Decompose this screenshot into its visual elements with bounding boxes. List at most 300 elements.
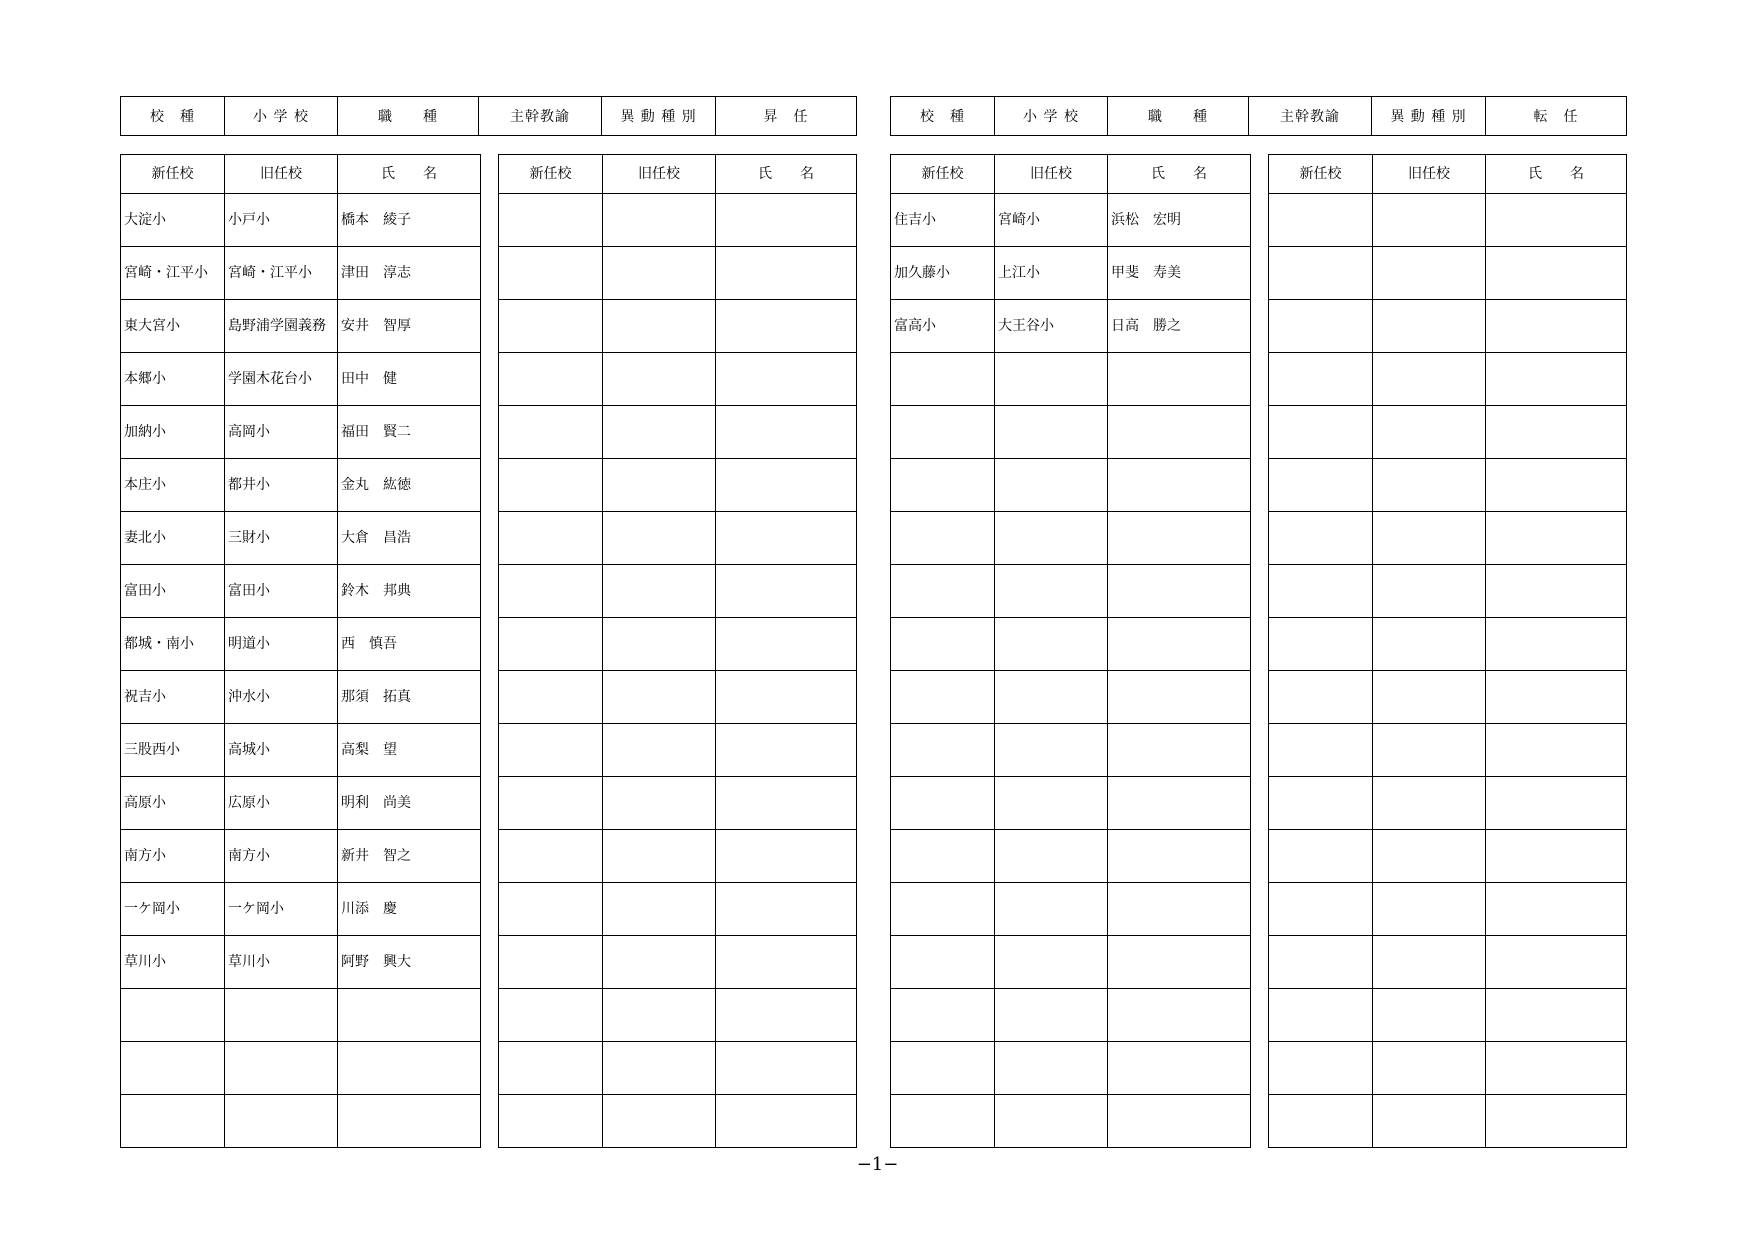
new-school-cell [499,989,603,1042]
new-school-cell [499,565,603,618]
table-row [1269,194,1627,247]
new-school-cell [499,1042,603,1095]
old-school-cell [603,194,716,247]
old-school-cell: 宮崎小 [995,194,1108,247]
name-cell [338,989,481,1042]
school-type-value: 小 学 校 [225,97,338,136]
table-row [499,830,857,883]
name-cell [716,194,857,247]
name-cell [1486,565,1627,618]
new-school-cell: 南方小 [121,830,225,883]
table-row [499,512,857,565]
table-row [891,406,1251,459]
name-cell [1108,618,1251,671]
old-school-cell [603,724,716,777]
old-school-cell: 三財小 [225,512,338,565]
position-label: 職 種 [338,97,479,136]
table-row [121,989,481,1042]
old-school-cell: 一ケ岡小 [225,883,338,936]
old-school-cell [995,459,1108,512]
new-school-cell: 大淀小 [121,194,225,247]
new-school-cell [891,618,995,671]
old-school-cell [1373,194,1486,247]
old-school-cell [995,618,1108,671]
school-type-label: 校 種 [891,97,995,136]
new-school-cell [499,512,603,565]
name-cell [716,618,857,671]
old-school-header: 旧任校 [603,155,716,194]
name-cell [716,459,857,512]
old-school-cell [603,883,716,936]
name-cell [1108,777,1251,830]
name-cell [1486,194,1627,247]
table-row [121,247,481,300]
new-school-cell [1269,1095,1373,1148]
new-school-cell [891,989,995,1042]
new-school-cell [1269,353,1373,406]
old-school-cell [995,724,1108,777]
old-school-cell [1373,830,1486,883]
table-row [499,194,857,247]
name-cell [716,989,857,1042]
old-school-cell: 広原小 [225,777,338,830]
new-school-cell: 宮崎・江平小 [121,247,225,300]
old-school-cell: 高岡小 [225,406,338,459]
new-school-cell [891,1095,995,1148]
name-cell: 金丸 紘徳 [338,459,481,512]
new-school-cell [891,724,995,777]
old-school-cell: 宮崎・江平小 [225,247,338,300]
name-cell [1108,936,1251,989]
page-number: −1− [856,1154,899,1175]
name-cell: 橋本 綾子 [338,194,481,247]
new-school-cell: 東大宮小 [121,300,225,353]
column-header-row [1269,155,1627,194]
table-row [499,247,857,300]
name-cell [716,565,857,618]
old-school-cell: 草川小 [225,936,338,989]
old-school-cell [603,936,716,989]
table-row [1269,618,1627,671]
new-school-cell [121,989,225,1042]
name-cell [716,406,857,459]
table-row [121,459,481,512]
new-school-cell: 富田小 [121,565,225,618]
table-row [891,459,1251,512]
name-cell [1486,1042,1627,1095]
old-school-cell [603,459,716,512]
name-cell [1108,1095,1251,1148]
new-school-cell: 妻北小 [121,512,225,565]
table-row [891,936,1251,989]
new-school-cell [1269,565,1373,618]
new-school-header: 新任校 [499,155,603,194]
name-cell: 川添 慶 [338,883,481,936]
promotion-list-table [120,154,481,1148]
table-row [1269,353,1627,406]
table-row [1269,1095,1627,1148]
transfer-list-continued-table [1268,154,1627,1148]
new-school-cell [121,1042,225,1095]
table-row [499,300,857,353]
name-cell [716,936,857,989]
table-row [121,830,481,883]
old-school-cell: 高城小 [225,724,338,777]
name-cell [1486,777,1627,830]
old-school-cell: 都井小 [225,459,338,512]
transfer-type-label: 異 動 種 別 [1372,97,1486,136]
name-cell [1486,883,1627,936]
old-school-cell: 学園木花台小 [225,353,338,406]
old-school-cell [1373,1042,1486,1095]
old-school-cell [1373,300,1486,353]
old-school-cell [1373,936,1486,989]
new-school-cell [891,406,995,459]
name-cell: 津田 淳志 [338,247,481,300]
name-cell [716,247,857,300]
table-row [1269,883,1627,936]
name-cell [716,1042,857,1095]
old-school-cell [225,989,338,1042]
old-school-cell [1373,989,1486,1042]
old-school-cell [603,565,716,618]
name-cell [1486,300,1627,353]
old-school-cell: 沖水小 [225,671,338,724]
new-school-cell [891,830,995,883]
old-school-cell [995,883,1108,936]
table-row [121,194,481,247]
transfer-list-table [890,154,1251,1148]
name-cell [1108,724,1251,777]
new-school-cell: 住吉小 [891,194,995,247]
table-row [1269,459,1627,512]
table-row [121,777,481,830]
table-row [1269,830,1627,883]
old-school-header: 旧任校 [995,155,1108,194]
new-school-cell [1269,777,1373,830]
table-row [121,512,481,565]
old-school-cell [1373,724,1486,777]
new-school-cell [499,830,603,883]
table-row [1269,777,1627,830]
old-school-cell [603,777,716,830]
name-cell [1108,459,1251,512]
table-row [891,724,1251,777]
new-school-cell [1269,406,1373,459]
old-school-cell [995,512,1108,565]
old-school-cell [603,353,716,406]
table-row [1269,406,1627,459]
old-school-cell [995,671,1108,724]
old-school-cell [995,989,1108,1042]
old-school-cell [1373,459,1486,512]
name-cell [1486,353,1627,406]
old-school-cell [1373,247,1486,300]
old-school-cell [995,936,1108,989]
new-school-header: 新任校 [121,155,225,194]
name-cell: 高梨 望 [338,724,481,777]
old-school-header: 旧任校 [1373,155,1486,194]
column-header-row [891,155,1251,194]
name-cell [716,777,857,830]
table-row [891,194,1251,247]
old-school-cell [225,1042,338,1095]
old-school-cell [603,1042,716,1095]
new-school-cell [1269,830,1373,883]
table-row [499,777,857,830]
old-school-cell: 明道小 [225,618,338,671]
name-cell [1486,936,1627,989]
table-row [1269,671,1627,724]
table-row [891,883,1251,936]
name-cell: 鈴木 邦典 [338,565,481,618]
new-school-cell [891,459,995,512]
table-row [121,300,481,353]
left-header-table [120,96,857,136]
old-school-cell: 上江小 [995,247,1108,300]
old-school-cell: 富田小 [225,565,338,618]
new-school-cell [1269,724,1373,777]
name-cell [1486,724,1627,777]
name-cell [1108,353,1251,406]
old-school-cell [603,830,716,883]
new-school-cell [499,406,603,459]
old-school-cell: 小戸小 [225,194,338,247]
old-school-cell [603,989,716,1042]
new-school-cell [1269,194,1373,247]
table-row [1269,989,1627,1042]
new-school-cell [499,777,603,830]
old-school-cell [603,512,716,565]
table-row [499,989,857,1042]
old-school-cell [225,1095,338,1148]
new-school-cell [1269,671,1373,724]
old-school-cell [1373,777,1486,830]
table-row [891,247,1251,300]
table-row [891,1095,1251,1148]
table-row [121,883,481,936]
new-school-cell: 富高小 [891,300,995,353]
table-row [891,830,1251,883]
table-row [499,406,857,459]
name-cell [1486,671,1627,724]
table-row [121,353,481,406]
new-school-header: 新任校 [1269,155,1373,194]
name-cell [1486,512,1627,565]
old-school-header: 旧任校 [225,155,338,194]
table-row [121,936,481,989]
column-header-row [499,155,857,194]
new-school-cell: 加久藤小 [891,247,995,300]
new-school-cell [891,777,995,830]
name-cell [716,830,857,883]
name-cell: 日高 勝之 [1108,300,1251,353]
new-school-cell [1269,883,1373,936]
table-row [1269,1042,1627,1095]
old-school-cell [995,1042,1108,1095]
table-row [891,565,1251,618]
table-row [891,512,1251,565]
name-cell [1486,459,1627,512]
new-school-cell: 一ケ岡小 [121,883,225,936]
old-school-cell [995,777,1108,830]
name-cell: 甲斐 寿美 [1108,247,1251,300]
table-row [499,671,857,724]
table-row [499,1042,857,1095]
old-school-cell [1373,353,1486,406]
school-type-label: 校 種 [121,97,225,136]
name-cell: 安井 智厚 [338,300,481,353]
transfer-type-label: 異 動 種 別 [602,97,716,136]
new-school-cell [499,300,603,353]
name-cell [716,1095,857,1148]
new-school-cell [121,1095,225,1148]
old-school-cell [1373,512,1486,565]
old-school-cell [603,300,716,353]
table-row [1269,565,1627,618]
table-row [1269,512,1627,565]
table-row [891,618,1251,671]
new-school-cell [1269,936,1373,989]
new-school-cell [891,1042,995,1095]
old-school-cell [1373,671,1486,724]
new-school-cell: 本郷小 [121,353,225,406]
old-school-cell [603,406,716,459]
name-cell [1108,512,1251,565]
table-row [1269,936,1627,989]
name-cell [716,671,857,724]
new-school-cell: 三股西小 [121,724,225,777]
name-cell [716,512,857,565]
table-row [1269,300,1627,353]
name-cell [1486,989,1627,1042]
right-header-table [890,96,1627,136]
table-row [499,936,857,989]
name-cell [1486,1095,1627,1148]
name-cell: 西 慎吾 [338,618,481,671]
new-school-cell [499,1095,603,1148]
new-school-cell [499,459,603,512]
new-school-cell [1269,1042,1373,1095]
position-value: 主幹教諭 [1249,97,1372,136]
name-cell [1108,1042,1251,1095]
new-school-cell [891,565,995,618]
name-cell [1108,989,1251,1042]
new-school-cell [891,671,995,724]
name-cell [1486,618,1627,671]
name-cell: 大倉 昌浩 [338,512,481,565]
new-school-cell: 都城・南小 [121,618,225,671]
name-cell [1486,406,1627,459]
table-row [499,883,857,936]
table-row [499,1095,857,1148]
new-school-cell [1269,989,1373,1042]
name-cell: 浜松 宏明 [1108,194,1251,247]
name-cell [1486,247,1627,300]
table-row [121,671,481,724]
name-cell: 田中 健 [338,353,481,406]
table-row [499,724,857,777]
name-cell [716,883,857,936]
old-school-cell: 大王谷小 [995,300,1108,353]
name-cell: 阿野 興大 [338,936,481,989]
table-row [499,459,857,512]
school-type-value: 小 学 校 [995,97,1108,136]
new-school-cell [1269,618,1373,671]
old-school-cell [603,618,716,671]
name-header: 氏 名 [1108,155,1251,194]
new-school-cell [891,883,995,936]
old-school-cell [995,830,1108,883]
new-school-cell [1269,300,1373,353]
name-cell [1108,565,1251,618]
new-school-cell [499,194,603,247]
name-cell [1108,830,1251,883]
old-school-cell [603,671,716,724]
table-row [1269,247,1627,300]
new-school-cell [499,936,603,989]
new-school-cell [499,724,603,777]
new-school-cell [1269,512,1373,565]
transfer-type-value: 転 任 [1486,97,1627,136]
new-school-cell [499,247,603,300]
name-cell [716,353,857,406]
table-row [121,618,481,671]
table-row [121,565,481,618]
column-header-row [121,155,481,194]
name-cell: 福田 賢二 [338,406,481,459]
new-school-cell: 祝吉小 [121,671,225,724]
old-school-cell [995,406,1108,459]
name-cell [716,724,857,777]
new-school-cell [499,883,603,936]
name-cell [1108,406,1251,459]
table-row [499,565,857,618]
new-school-cell [1269,247,1373,300]
old-school-cell [603,247,716,300]
name-cell [338,1042,481,1095]
table-row [891,300,1251,353]
promotion-list-continued-table [498,154,857,1148]
old-school-cell [995,1095,1108,1148]
table-row [891,353,1251,406]
table-row [121,724,481,777]
new-school-cell [891,353,995,406]
old-school-cell [1373,1095,1486,1148]
name-cell [1486,830,1627,883]
name-header: 氏 名 [716,155,857,194]
name-cell [1108,883,1251,936]
transfer-type-value: 昇 任 [716,97,857,136]
new-school-cell: 加納小 [121,406,225,459]
old-school-cell [1373,883,1486,936]
position-label: 職 種 [1108,97,1249,136]
new-school-cell: 草川小 [121,936,225,989]
new-school-cell [499,671,603,724]
table-row [891,989,1251,1042]
name-cell [1108,671,1251,724]
old-school-cell [1373,618,1486,671]
table-row [499,353,857,406]
table-row [1269,724,1627,777]
name-cell [338,1095,481,1148]
name-cell: 明利 尚美 [338,777,481,830]
new-school-cell [1269,459,1373,512]
name-header: 氏 名 [338,155,481,194]
table-row [121,1095,481,1148]
name-cell: 那須 拓真 [338,671,481,724]
name-cell [716,300,857,353]
